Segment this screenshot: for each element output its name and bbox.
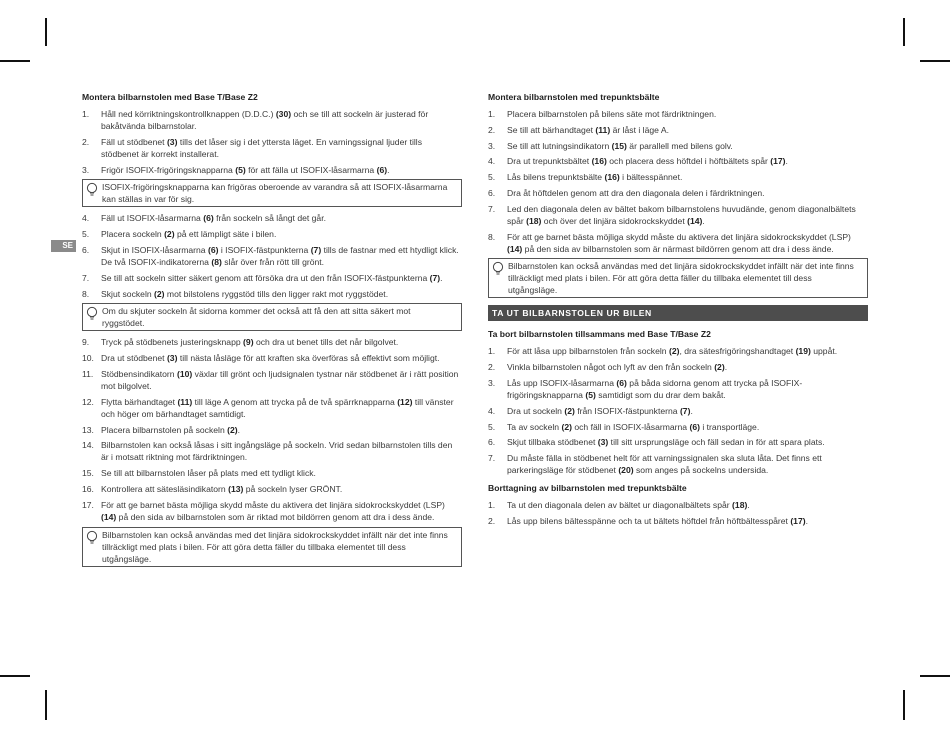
step-text: För att låsa upp bilbarnstolen från sockeln (2), dra sätesfrigöringshandtaget (19) uppåt. xyxy=(507,346,838,357)
list-item xyxy=(82,499,462,523)
step-text: Led den diagonala delen av bältet bakom bilbarnstolens huvudände, genom diagonalbältets spår (18) och över det linjära sidokrockskyddet (14). xyxy=(507,203,856,226)
step-number: 14. xyxy=(82,440,94,451)
tip-text: ISOFIX-frigöringsknapparna kan frigöras oberoende av varandra så att ISOFIX-låsarmarna kan ställas in var för sig. xyxy=(102,182,448,205)
list-item xyxy=(488,377,868,401)
step-number: 4. xyxy=(82,213,90,224)
tip-box xyxy=(82,527,462,567)
list-item xyxy=(488,515,868,527)
step-text: Du måste fälla in stödbenet helt för att varningssignalen ska sluta låta. Det finns ett parkeringsläge för stödbenet (20) som anges på sockelns undersida. xyxy=(507,453,822,476)
list-item xyxy=(82,483,462,495)
list-item xyxy=(82,244,462,268)
list-item xyxy=(488,499,868,511)
step-text: Flytta bärhandtaget (11) till läge A genom att trycka på de två spärrknapparna (12) till vänster och höger om bärhandtaget samtidigt. xyxy=(101,396,454,419)
step-number: 7. xyxy=(488,203,496,214)
step-number: 3. xyxy=(488,377,496,388)
list-item xyxy=(488,124,868,136)
list-item xyxy=(82,164,462,176)
list-item xyxy=(82,212,462,224)
step-number: 1. xyxy=(82,109,90,119)
step-text: Placera sockeln (2) på ett lämpligt säte i bilen. xyxy=(101,229,277,240)
step-number: 2. xyxy=(82,136,90,147)
crop-mark xyxy=(45,690,47,720)
list-item xyxy=(82,108,462,132)
step-number: 12. xyxy=(82,396,94,407)
tip-text: Bilbarnstolen kan också användas med det linjära sidokrockskyddet infällt när det inte finns tillräckligt med plats i bilen. För att göra detta fäller du tillbaka elementet till dess utgångsläge. xyxy=(102,529,448,564)
step-text: För att ge barnet bästa möjliga skydd måste du aktivera det linjära sidokrockskyddet (LSP) (14) på den sida av bilbarnstolen som är närmast bildörren genom att dra i dess ände. xyxy=(507,231,851,254)
step-number: 2. xyxy=(488,362,496,373)
list-item xyxy=(488,187,868,199)
list-item xyxy=(488,203,868,227)
list-item xyxy=(488,421,868,433)
step-text: Fäll ut stödbenet (3) tills det låser sig i det yttersta läget. En varningssignal ljuder tills stödbenet är korrekt installerat. xyxy=(101,136,423,159)
tip-text: Bilbarnstolen kan också användas med det linjära sidokrockskyddet infällt när det inte finns tillräckligt med plats i bilen. För att göra detta fäller du tillbaka elementet till dess utgångsläge. xyxy=(508,261,854,296)
steps-list xyxy=(488,108,868,255)
step-number: 15. xyxy=(82,468,94,479)
step-text: Dra ut stödbenet (3) till nästa låsläge för att kraften ska överföras så effektivt som möjligt. xyxy=(101,353,440,364)
list-item xyxy=(82,424,462,436)
list-item xyxy=(82,336,462,348)
step-text: Frigör ISOFIX-frigöringsknapparna (5) för att fälla ut ISOFIX-låsarmarna (6). xyxy=(101,164,390,175)
list-item xyxy=(82,467,462,479)
section-heading: Borttagning av bilbarnstolen med trepunktsbälte xyxy=(488,482,687,493)
list-item xyxy=(82,288,462,300)
step-text: För att ge barnet bästa möjliga skydd måste du aktivera det linjära sidokrockskyddet (LSP) (14) på den sida av bilbarnstolen som är riktad mot bildörren genom att dra i dess ände. xyxy=(101,499,445,522)
step-number: 4. xyxy=(488,405,496,416)
step-number: 8. xyxy=(82,288,90,299)
step-text: Kontrollera att sätesläsindikatorn (13) på sockeln lyser GRÖNT. xyxy=(101,483,343,494)
tip-text: Om du skjuter sockeln åt sidorna kommer det också att få den att sitta säkert mot ryggstödet. xyxy=(102,306,411,329)
step-text: Se till att bilbarnstolen låser på plats med ett tydligt klick. xyxy=(101,468,316,479)
step-number: 10. xyxy=(82,353,94,364)
step-text: Tryck på stödbenets justeringsknapp (9) och dra ut benet tills det når bilgolvet. xyxy=(101,337,399,348)
tip-box xyxy=(82,179,462,207)
step-text: Lås upp ISOFIX-låsarmarna (6) på båda sidorna genom att trycka på ISOFIX-frigöringsknapparna (5) samtidigt som du drar dem bakåt. xyxy=(507,377,803,400)
step-text: Skjut tillbaka stödbenet (3) till sitt ursprungsläge och fäll sedan in för att spara plats. xyxy=(507,437,825,448)
step-text: Ta ut den diagonala delen av bältet ur diagonalbältets spår (18). xyxy=(507,499,750,510)
step-text: Lås upp bilens bältesspänne och ta ut bältets höftdel från höftbältesspåret (17). xyxy=(507,515,808,526)
step-number: 1. xyxy=(488,109,496,119)
list-item xyxy=(488,361,868,373)
list-item xyxy=(488,140,868,152)
section-heading: Ta bort bilbarnstolen tillsammans med Base T/Base Z2 xyxy=(488,329,711,340)
step-text: Fäll ut ISOFIX-låsarmarna (6) från sockeln så långt det går. xyxy=(101,213,326,224)
list-item xyxy=(82,136,462,160)
tip-box xyxy=(488,258,868,298)
list-item xyxy=(82,228,462,240)
step-number: 3. xyxy=(488,140,496,151)
list-item xyxy=(82,272,462,284)
step-text: Se till att sockeln sitter säkert genom att försöka dra ut den från ISOFIX-fästpunkterna (7). xyxy=(101,272,443,283)
step-text: Ta av sockeln (2) och fäll in ISOFIX-låsarmarna (6) i transportläge. xyxy=(507,421,760,432)
steps-list xyxy=(82,336,462,522)
step-number: 3. xyxy=(82,164,90,175)
steps-list xyxy=(82,108,462,176)
step-number: 1. xyxy=(488,346,496,357)
crop-mark xyxy=(903,690,905,720)
step-text: Vinkla bilbarnstolen något och lyft av den från sockeln (2). xyxy=(507,362,728,373)
list-item xyxy=(82,396,462,420)
step-number: 1. xyxy=(488,499,496,510)
list-item xyxy=(488,171,868,183)
step-text: Dra ut trepunktsbältet (16) och placera dess höftdel i höftbältets spår (17). xyxy=(507,156,788,167)
steps-list xyxy=(488,345,868,476)
lightbulb-icon xyxy=(86,182,98,198)
step-number: 4. xyxy=(488,156,496,167)
left-column xyxy=(82,92,462,572)
list-item xyxy=(488,155,868,167)
lightbulb-icon xyxy=(86,306,98,322)
list-item xyxy=(82,352,462,364)
list-item xyxy=(488,108,868,120)
step-number: 5. xyxy=(488,172,496,183)
step-text: Placera bilbarnstolen på sockeln (2). xyxy=(101,424,241,435)
step-text: Håll ned körriktningskontrollknappen (D.D.C.) (30) och se till att sockeln är justerad för bakåtvända bilbarnstolar. xyxy=(101,109,429,131)
list-item xyxy=(82,439,462,463)
list-item xyxy=(488,436,868,448)
step-text: Skjut sockeln (2) mot bilstolens ryggstöd tills den ligger rakt mot ryggstödet. xyxy=(101,288,389,299)
step-text: Stödbensindikatorn (10) växlar till grönt och ljudsignalen tystnar när stödbenet är i rätt position mot bilgolvet. xyxy=(101,368,459,391)
step-number: 9. xyxy=(82,337,90,348)
lightbulb-icon xyxy=(492,261,504,277)
step-text: Placera bilbarnstolen på bilens säte mot färdriktningen. xyxy=(507,109,717,119)
section-heading: Montera bilbarnstolen med Base T/Base Z2 xyxy=(82,92,258,102)
list-item xyxy=(82,368,462,392)
list-item xyxy=(488,405,868,417)
step-number: 5. xyxy=(488,421,496,432)
step-number: 16. xyxy=(82,483,94,494)
section-band: TA UT BILBARNSTOLEN UR BILEN xyxy=(488,305,868,321)
step-text: Lås bilens trepunktsbälte (16) i bältesspännet. xyxy=(507,172,683,183)
crop-mark xyxy=(0,60,30,62)
steps-list xyxy=(82,212,462,299)
language-tab: SE xyxy=(51,240,76,252)
step-number: 6. xyxy=(82,244,90,255)
crop-mark xyxy=(0,675,30,677)
crop-mark xyxy=(920,60,950,62)
step-number: 8. xyxy=(488,231,496,242)
step-text: Skjut in ISOFIX-låsarmarna (6) i ISOFIX-fästpunkterna (7) tills de fastnar med ett htydligt klick. De två ISOFIX-indikatorerna (8) slår över från rött till grönt. xyxy=(101,244,459,267)
step-number: 7. xyxy=(82,272,90,283)
step-text: Se till att bärhandtaget (11) är låst i läge A. xyxy=(507,124,669,135)
step-text: Dra ut sockeln (2) från ISOFIX-fästpunkterna (7). xyxy=(507,405,693,416)
step-text: Dra åt höftdelen genom att dra den diagonala delen i färdriktningen. xyxy=(507,187,765,198)
step-number: 2. xyxy=(488,124,496,135)
steps-list xyxy=(488,499,868,527)
step-number: 5. xyxy=(82,229,90,240)
tip-box xyxy=(82,303,462,331)
step-number: 6. xyxy=(488,437,496,448)
crop-mark xyxy=(920,675,950,677)
section-heading: Montera bilbarnstolen med trepunktsbälte xyxy=(488,92,660,102)
step-number: 6. xyxy=(488,187,496,198)
right-column xyxy=(488,92,868,531)
step-number: 13. xyxy=(82,424,94,435)
step-number: 2. xyxy=(488,515,496,526)
step-number: 17. xyxy=(82,499,94,510)
list-item xyxy=(488,231,868,255)
list-item xyxy=(488,452,868,476)
crop-mark xyxy=(903,18,905,46)
lightbulb-icon xyxy=(86,530,98,546)
crop-mark xyxy=(45,18,47,46)
step-number: 7. xyxy=(488,453,496,464)
step-number: 11. xyxy=(82,368,94,379)
step-text: Bilbarnstolen kan också låsas i sitt ingångsläge på sockeln. Vrid sedan bilbarnstolen tills den är i motsatt riktning mot färdriktningen. xyxy=(101,440,453,463)
list-item xyxy=(488,345,868,357)
step-text: Se till att lutningsindikatorn (15) är parallell med bilens golv. xyxy=(507,140,733,151)
